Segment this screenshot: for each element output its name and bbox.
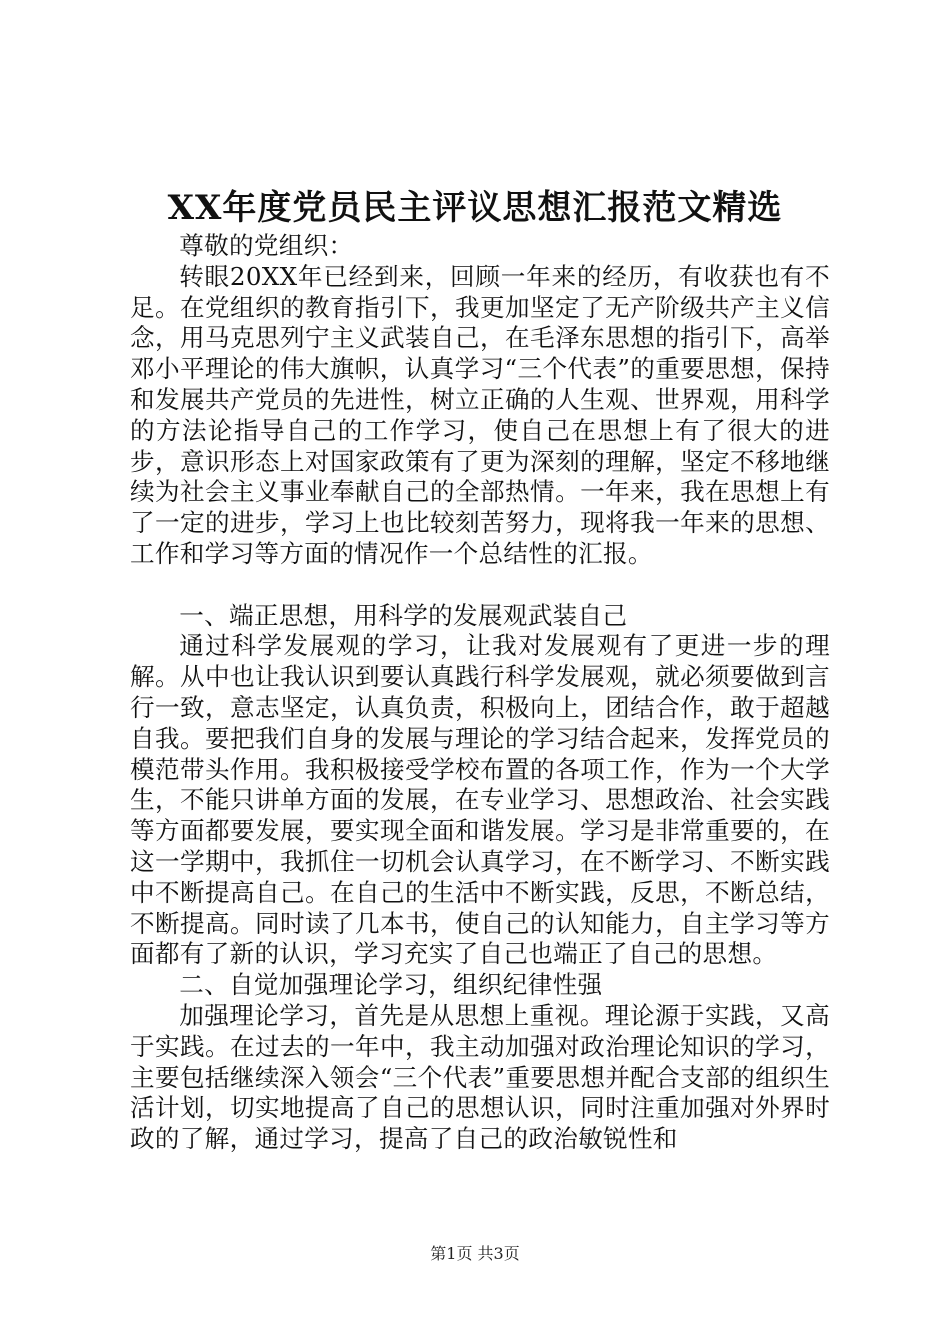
page-footer: 第1页 共3页 <box>430 1244 520 1263</box>
intro-paragraph: 转眼20XX年已经到来，回顾一年来的经历，有收获也有不足。在党组织的教育指引下，我更加坚定了无产阶级共产主义信念，用马克思列宁主义武装自己，在毛泽东思想的指引下，高举邓小平理论的伟大旗帜，认真学习“三个代表”的重要思想，保持和发展共产党员的先进性，树立正确的人生观、世界观，用科学的方法论指导自己的工作学习，使自己在思想上有了很大的进步，意识形态上对国家政策有了更为深刻的理解，坚定不移地继续为社会主义事业奉献自己的全部热情。一年来，我在思想上有了一定的进步，学习上也比较刻苦努力，现将我一年来的思想、工作和学习等方面的情况作一个总结性的汇报。 <box>130 261 830 568</box>
section-2-heading: 二、自觉加强理论学习，组织纪律性强 <box>179 970 603 1000</box>
document-body <box>130 231 830 1155</box>
section-1-paragraph: 通过科学发展观的学习，让我对发展观有了更进一步的理解。从中也让我认识到要认真践行科学发展观，就必须要做到言行一致，意志坚定，认真负责，积极向上，团结合作，敢于超越自我。要把我们自身的发展与理论的学习结合起来，发挥党员的模范带头作用。我积极接受学校布置的各项工作，作为一个大学生，不能只讲单方面的发展，在专业学习、思想政治、社会实践等方面都要发展，要实现全面和谐发展。学习是非常重要的，在这一学期中，我抓住一切机会认真学习，在不断学习、不断实践中不断提高自己。在自己的生活中不断实践，反思，不断总结，不断提高。同时读了几本书，使自己的认知能力，自主学习等方面都有了新的认识，学习充实了自己也端正了自己的思想。 <box>130 631 830 969</box>
section-1-heading: 一、端正思想，用科学的发展观武装自己 <box>179 600 628 630</box>
document-title: XX年度党员民主评议思想汇报范文精选 <box>167 188 783 228</box>
salutation: 尊敬的党组织： <box>179 231 354 260</box>
section-2-paragraph: 加强理论学习，首先是从思想上重视。理论源于实践，又高于实践。在过去的一年中，我主动加强对政治理论知识的学习，主要包括继续深入领会“三个代表”重要思想并配合支部的组织生活计划，切实地提高了自己的思想认识，同时注重加强对外界时政的了解，通过学习，提高了自己的政治敏锐性和 <box>130 1000 830 1154</box>
